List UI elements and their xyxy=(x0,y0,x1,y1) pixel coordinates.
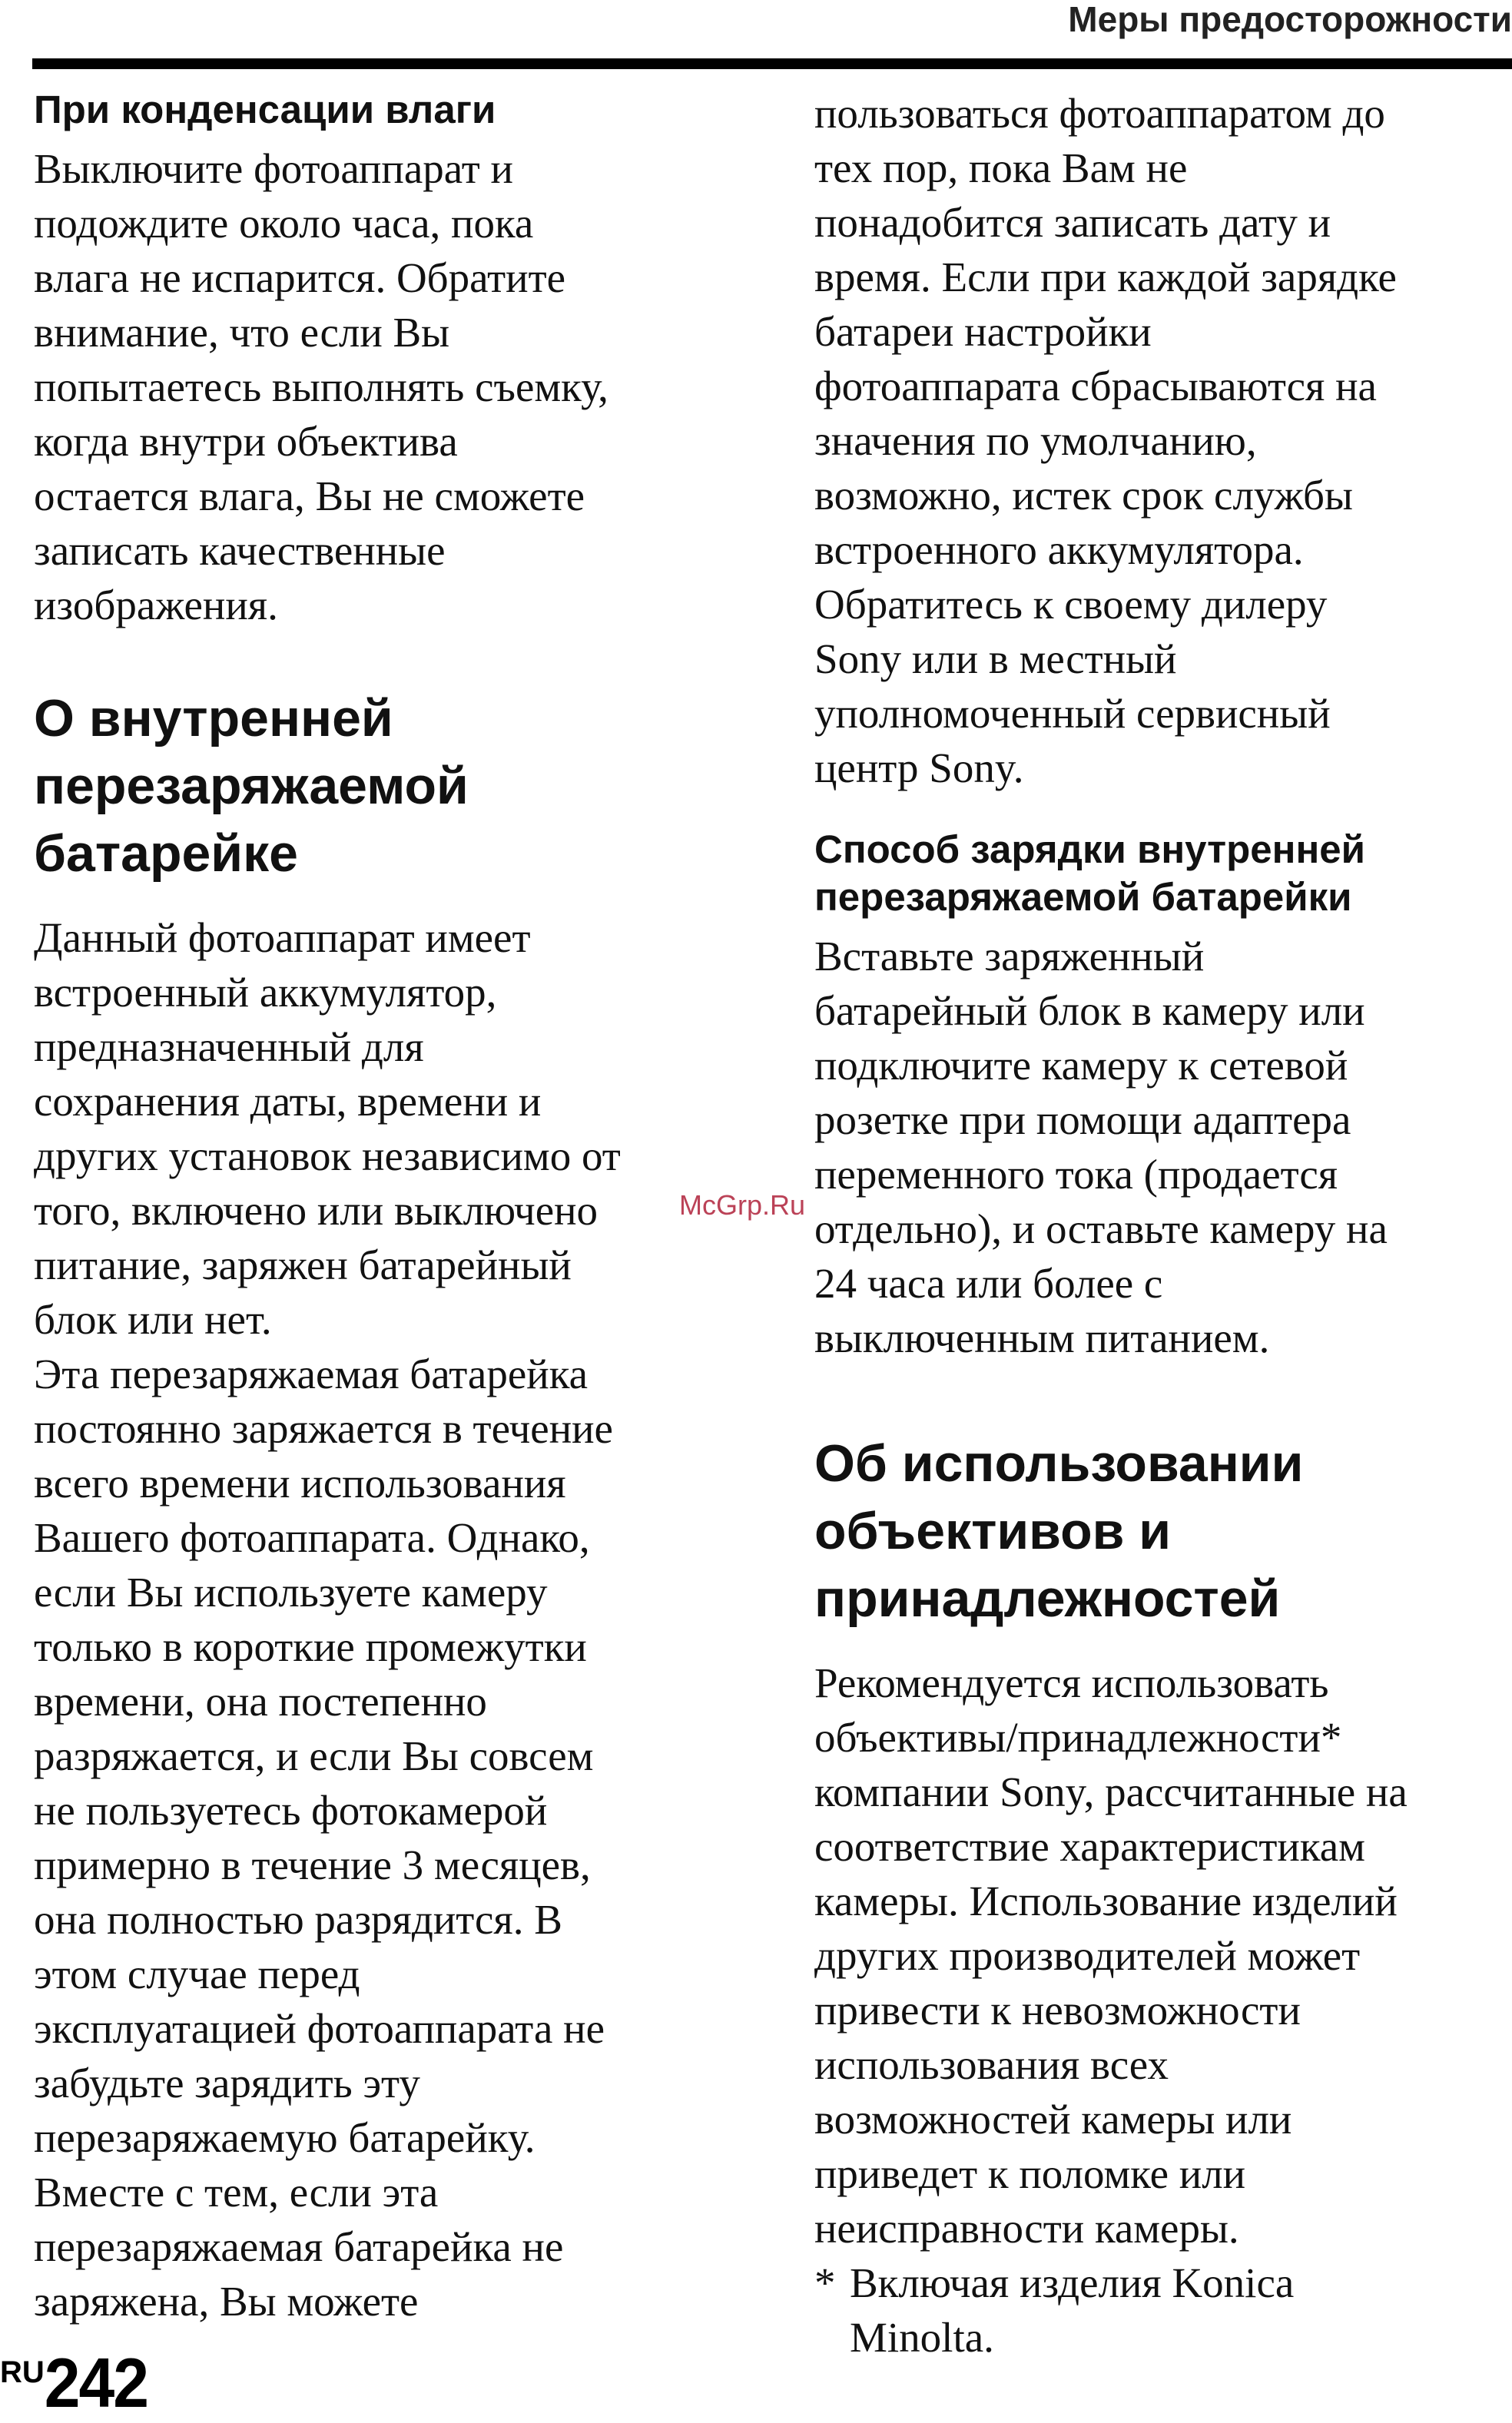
charging-heading: Способ зарядки внутренней перезаряжаемой батарейки xyxy=(814,827,1365,919)
battery-paragraph-1: Данный фотоаппарат имеет встроенный аккумулятор, предназначенный для сохранения даты, времени и других установок независимо от того, включено или выключено питание, заряжен батарейный блок или нет. xyxy=(34,914,621,1343)
watermark: McGrp.Ru xyxy=(679,1189,806,1221)
condensation-paragraph: Выключите фотоаппарат и подождите около часа, пока влага не испарится. Обратите внимание, что если Вы попытаетесь выполнять съемку, когда внутри объектива остается влага, Вы не сможете записать качественные изображения. xyxy=(34,145,608,628)
page-number-value: 242 xyxy=(44,2344,148,2422)
footnote xyxy=(814,2256,1512,2365)
page-number xyxy=(0,2343,148,2422)
right-column xyxy=(814,86,1512,2365)
running-header-title: Меры предосторожности xyxy=(1068,0,1512,39)
lenses-paragraph: Рекомендуется использовать объективы/принадлежности* компании Sony, рассчитанные на соответствие характеристикам камеры. Использование изделий других производителей может привести к невозможности использования всех возможностей камеры или приведет к поломке или неисправности камеры. xyxy=(814,1659,1408,2252)
charging-paragraph: Вставьте заряженный батарейный блок в камеру или подключите камеру к сетевой розетке при помощи адаптера переменного тока (продается отдельно), и оставьте камеру на 24 часа или более с выключенным питанием. xyxy=(814,933,1388,1361)
footnote-mark: * xyxy=(814,2259,836,2306)
left-column xyxy=(34,86,725,2329)
condensation-heading: При конденсации влаги xyxy=(34,88,496,131)
language-code: RU xyxy=(0,2355,45,2389)
footnote-text: Включая изделия Konica Minolta. xyxy=(850,2259,1295,2361)
battery-section-heading: О внутренней перезаряжаемой батарейке xyxy=(34,689,469,883)
header-rule xyxy=(32,58,1512,69)
battery-paragraph-2: Эта перезаряжаемая батарейка постоянно заряжается в течение всего времени использования Вашего фотоаппарата. Однако, если Вы используете камеру только в короткие промежутки времени, она постепенно разряжается, и если Вы совсем не пользуетесь фотокамерой примерно в течение 3 месяцев, она полностью разрядится. В этом случае перед эксплуатацией фотоаппарата не забудьте зарядить эту перезаряжаемую батарейку. Вместе с тем, если эта перезаряжаемая батарейка не заряжена, Вы можете xyxy=(34,1351,613,2325)
battery-paragraph-continued: пользоваться фотоаппаратом до тех пор, пока Вам не понадобится записать дату и время. Если при каждой зарядке батареи настройки фотоаппарата сбрасываются на значения по умолчанию, возможно, истек срок службы встроенного аккумулятора. Обратитесь к своему дилеру Sony или в местный уполномоченный сервисный центр Sony. xyxy=(814,90,1397,791)
lenses-section-heading: Об использовании объективов и принадлежностей xyxy=(814,1434,1304,1628)
